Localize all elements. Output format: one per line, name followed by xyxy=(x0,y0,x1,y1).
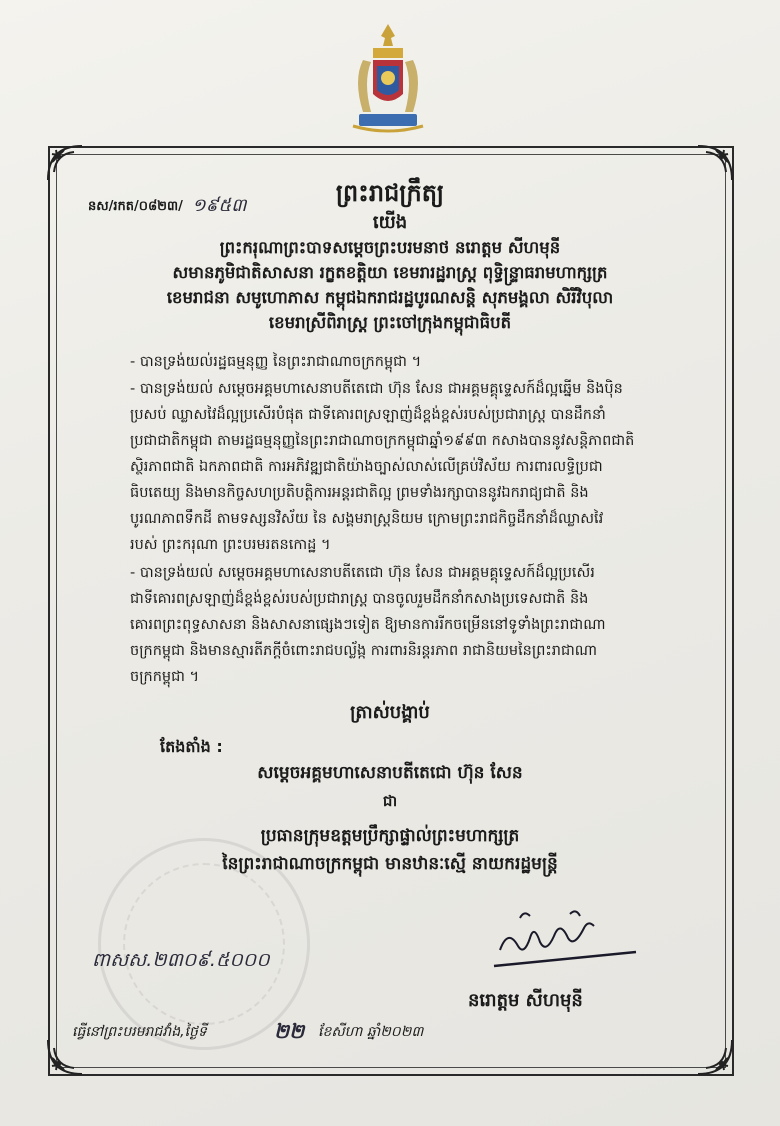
royal-signature xyxy=(490,900,640,980)
consideration-line: - បានទ្រង់យល់ សម្តេចអគ្គមហាសេនាបតីតេជោ ហ៊ុន សែន ជាអគ្គមគ្គុទ្ទេសក៍ដ៏ល្អប្រសើរ xyxy=(130,565,595,581)
order-heading: ត្រាស់បង្គាប់ xyxy=(350,702,430,723)
consideration-line: ចក្រកម្ពុជា ។ xyxy=(130,669,200,685)
king-title-line: សមានភូមិជាតិសាសនា រក្ខតខត្តិយា ខេមរារដ្ឋរាស្ត្រ ពុទ្ធិន្ទ្រាធរាមហាក្សត្រ xyxy=(172,263,608,282)
reference-number: នស/រកត/០៨២៣/ xyxy=(88,199,183,214)
consideration-line: ធិបតេយ្យ និងមានកិច្ចសហប្រតិបត្តិការអន្តរជាតិល្អ ព្រមទាំងរក្សាបាននូវឯករាជ្យជាតិ និង xyxy=(130,485,589,501)
consideration-line: ប្រសប់ ឈ្លាសវៃដ៏ល្អប្រសើរបំផុត ជាទីគោរពស្រឡាញ់ដ៏ខ្ពង់ខ្ពស់របស់ប្រជារាស្ត្រ បានដឹកនាំ xyxy=(130,407,606,423)
consideration-line: គោរពព្រះពុទ្ធសាសនា និងសាសនាផ្សេងៗទៀត ឱ្យមានការរីកចម្រើននៅទូទាំងព្រះរាជាណា xyxy=(130,617,606,633)
corner-ornament-bottom-right xyxy=(694,1036,736,1078)
date-prefix: ធ្វើនៅព្រះបរមរាជវាំង,ថ្ងៃទី xyxy=(72,1024,207,1040)
date-suffix: ខែសីហា ឆ្នាំ២០២៣ xyxy=(318,1024,424,1040)
position-line: នៃព្រះរាជាណាចក្រកម្ពុជា មានឋានៈស្មើ នាយករដ្ឋមន្ត្រី xyxy=(222,854,558,874)
consideration-line: បូរណភាពទឹកដី តាមទស្សនវិស័យ នៃ សង្គមរាស្ត្រនិយម ក្រោមព្រះរាជកិច្ចដឹកនាំដ៏ឈ្លាសវៃ xyxy=(130,511,604,527)
appointee-name: សម្តេចអគ្គមហាសេនាបតីតេជោ ហ៊ុន សែន xyxy=(257,763,523,783)
as-word: ជា xyxy=(382,792,398,810)
reference-number-handwritten: ១៩៥៣ xyxy=(192,195,247,216)
consideration-line: ស្ថិរភាពជាតិ ឯកភាពជាតិ ការអភិវឌ្ឍជាតិយ៉ាងច្បាស់លាស់លើគ្រប់វិស័យ ការពារលទ្ធិប្រជា xyxy=(130,459,603,475)
appoint-label: តែងតាំង : xyxy=(160,737,223,756)
signer-name: នរោត្តម សីហមុនី xyxy=(468,990,583,1011)
consideration-line: - បានទ្រង់យល់រដ្ឋធម្មនុញ្ញ នៃព្រះរាជាណាចក្រកម្ពុជា ។ xyxy=(130,354,422,370)
royal-coat-of-arms xyxy=(333,20,443,138)
consideration-line: ចក្រកម្ពុជា និងមានស្មារតីភក្តីចំពោះរាជបល្ល័ង្ក ការពារនិរន្តរភាព រាជានិយមនៃព្រះរាជាណា xyxy=(130,643,598,659)
decree-title: ព្រះរាជក្រឹត្យ xyxy=(335,179,445,207)
date-day-handwritten: ២២ xyxy=(274,1019,305,1043)
we-heading: យើង xyxy=(372,212,408,233)
consideration-line: ជាទីគោរពស្រឡាញ់ដ៏ខ្ពង់ខ្ពស់របស់ប្រជារាស្ត្រ បានចូលរួមដឹកនាំកសាងប្រទេសជាតិ និង xyxy=(130,591,589,607)
king-title-line: ខេមរាស្រីពិរាស្ត្រ ព្រះចៅក្រុងកម្ពុជាធិបតី xyxy=(268,313,512,332)
registry-number-handwritten: ពាសស.២៣០៩.៥០០០ xyxy=(92,949,270,971)
consideration-line: ប្រជាជាតិកម្ពុជា តាមរដ្ឋធម្មនុញ្ញនៃព្រះរាជាណាចក្រកម្ពុជាឆ្នាំ១៩៩៣ កសាងបាននូវសន្តិភាពជាតិ xyxy=(130,433,635,449)
position-line: ប្រធានក្រុមឧត្តមប្រឹក្សាផ្ទាល់ព្រះមហាក្សត្រ xyxy=(260,826,520,846)
consideration-line: របស់ ព្រះករុណា ព្រះបរមរតនកោដ្ឋ ។ xyxy=(130,537,331,553)
king-title-line: ខេមរាជនា សមូហោភាស កម្ពុជឯករាជរដ្ឋបូរណសន្តិ សុភមង្គលា សិរីវិបុលា xyxy=(166,288,614,307)
king-title-line: ព្រះករុណាព្រះបាទសម្តេចព្រះបរមនាថ នរោត្តម សីហមុនី xyxy=(219,238,561,257)
consideration-line: - បានទ្រង់យល់ សម្តេចអគ្គមហាសេនាបតីតេជោ ហ៊ុន សែន ជាអគ្គមគ្គុទ្ទេសក៍ដ៏ល្អឆ្នើម និងប៉ិន xyxy=(130,381,623,397)
